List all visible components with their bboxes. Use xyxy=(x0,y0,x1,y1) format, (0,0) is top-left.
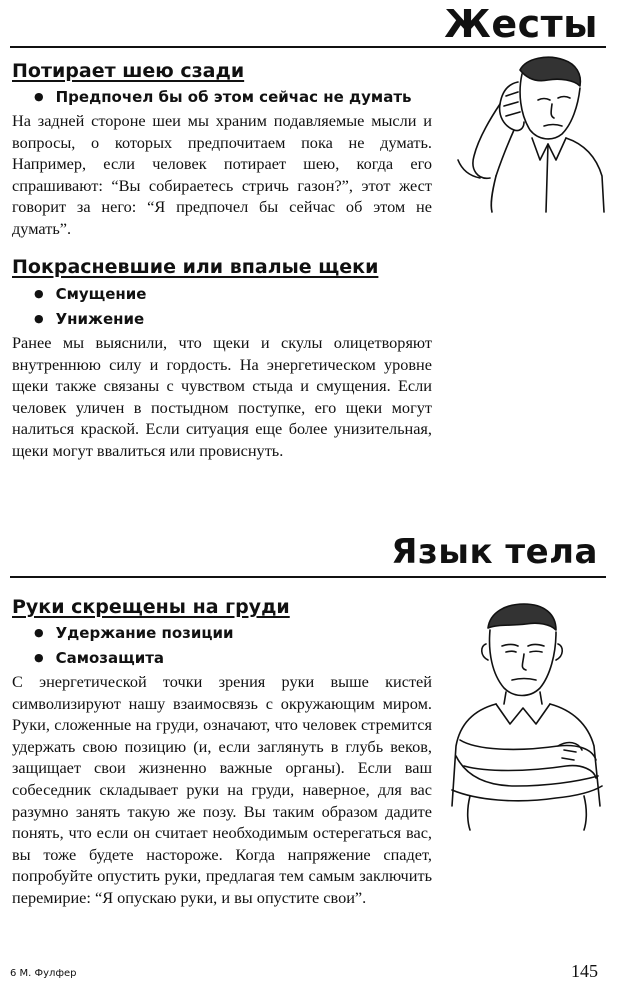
illustration-man-rubbing-neck xyxy=(448,52,606,214)
page-number: 145 xyxy=(571,961,598,981)
chapter-rule xyxy=(10,576,606,578)
chapter-title-body-language: Язык тела xyxy=(391,532,598,572)
section-heading-cheeks: Покрасневшие или впалые щеки xyxy=(12,256,379,278)
bullet-item: ● Удержание позиции xyxy=(34,624,234,642)
bullet-item: ● Самозащита xyxy=(34,649,164,667)
illustration-man-arms-crossed xyxy=(446,600,608,832)
chapter-rule xyxy=(10,46,606,48)
printer-signature: 6 М. Фулфер xyxy=(10,968,77,979)
section-text-arms-crossed: С энергетической точки зрения руки выше кистей символизируют нашу взаимосвязь с окружающим миром. Руки, сложенные на груди, означают, что человек стремится удержать свою позицию (и, если заглянуть в глубь веков, защищает свои жизненно важные органы). Если ваш собеседник складывает руки на груди, наверное, для вас разумно занять такую же позу. Вы таким образом дадите понять, что если он считает необходимым остерегаться вас, вы тоже будете настороже. Когда напряжение спадет, попробуйте опустить руки, предлагая тем самым заключить перемирие: “Я опускаю руки, и вы опустите свои”. xyxy=(12,672,432,907)
section-text-cheeks: Ранее мы выяснили, что щеки и скулы олицетворяют внутреннюю силу и гордость. На энергетическом уровне щеки также связаны с чувством стыда и смущения. Если человек уличен в постыдном поступке, его щеки могут налиться краской. Если ситуация еще более унизительная, щеки могут ввалиться или провиснуть. xyxy=(12,333,432,460)
bullet-item: ● Смущение xyxy=(34,285,146,303)
section-heading-arms-crossed: Руки скрещены на груди xyxy=(12,596,290,618)
bullet-item: ● Предпочел бы об этом сейчас не думать xyxy=(34,88,412,106)
section-text-neck: На задней стороне шеи мы храним подавляемые мысли и вопросы, о которых предпочитаем пока не думать. Например, если человек потирает шею, когда его спрашивают: “Вы собираетесь стричь газон?”, этот жест говорит за него: “Я предпочел бы сейчас об этом не думать”. xyxy=(12,111,432,238)
chapter-title-gestures: Жесты xyxy=(444,2,598,46)
bullet-item: ● Унижение xyxy=(34,310,144,328)
section-heading-neck: Потирает шею сзади xyxy=(12,60,245,82)
